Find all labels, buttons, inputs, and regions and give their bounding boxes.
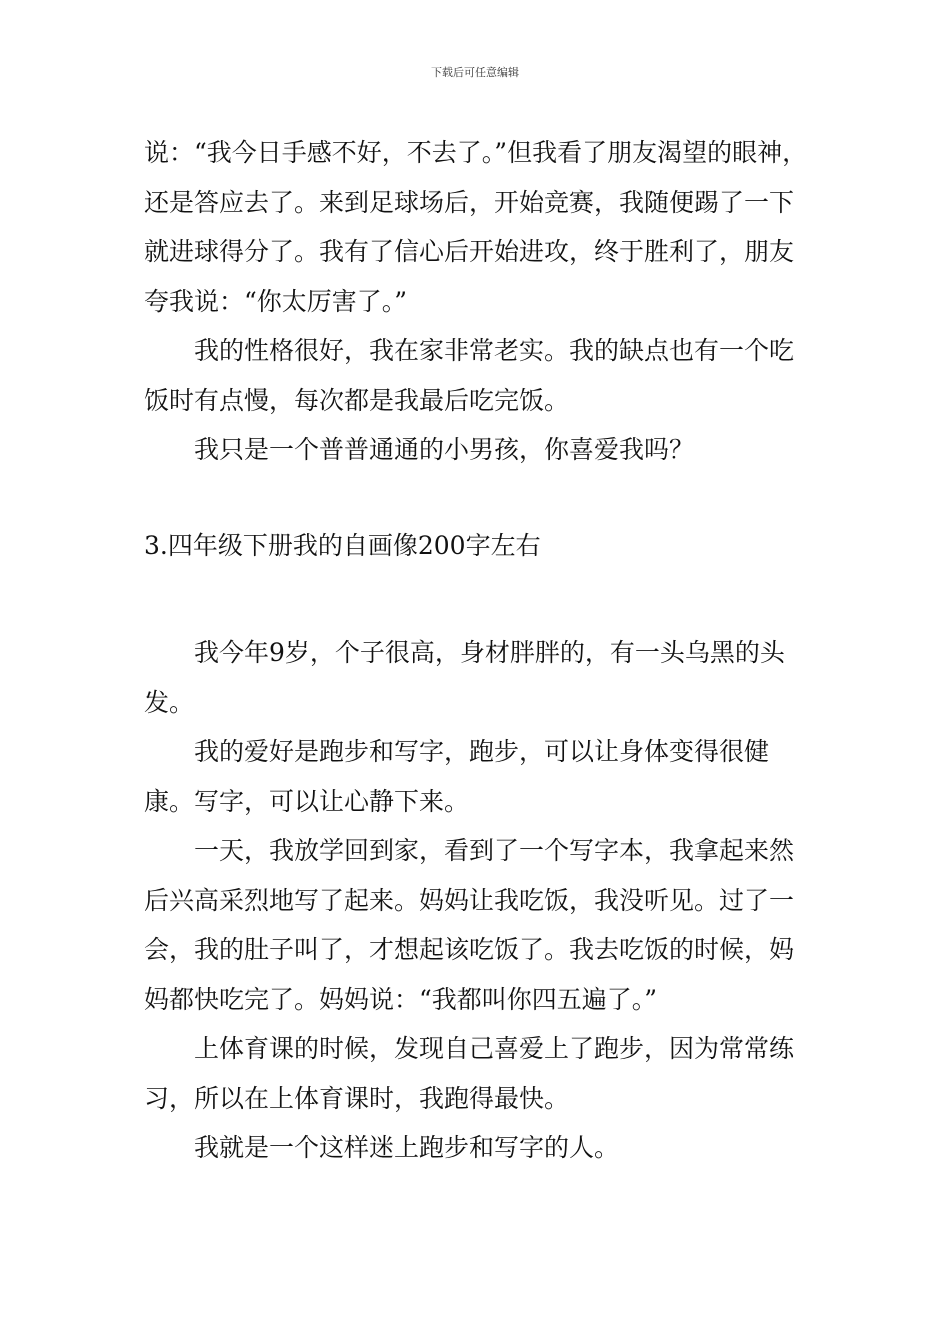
document-body bbox=[144, 128, 814, 1173]
paragraph: 说：“我今日手感不好，不去了。”但我看了朋友渴望的眼神，还是答应去了。来到足球场后，开始竞赛，我随便踢了一下就进球得分了。我有了信心后开始进攻，终于胜利了，朋友夸我说：“你太厉害了。” bbox=[144, 138, 808, 316]
paragraph: 我只是一个普普通通的小男孩，你喜爱我吗？ bbox=[194, 435, 695, 464]
paragraph: 我的性格很好，我在家非常老实。我的缺点也有一个吃饭时有点慢，每次都是我最后吃完饭。 bbox=[144, 336, 795, 415]
paragraph: 我的爱好是跑步和写字，跑步，可以让身体变得很健康。写字，可以让心静下来。 bbox=[144, 737, 770, 816]
page-header: 下载后可任意编辑 bbox=[431, 66, 519, 79]
paragraph: 上体育课的时候，发现自己喜爱上了跑步，因为常常练习，所以在上体育课时，我跑得最快。 bbox=[144, 1034, 795, 1113]
paragraph: 我今年9岁，个子很高，身材胖胖的，有一头乌黑的头发。 bbox=[144, 638, 785, 717]
paragraph: 我就是一个这样迷上跑步和写字的人。 bbox=[194, 1133, 620, 1162]
paragraph: 一天，我放学回到家，看到了一个写字本，我拿起来然后兴高采烈地写了起来。妈妈让我吃饭，我没听见。过了一会，我的肚子叫了，才想起该吃饭了。我去吃饭的时候，妈妈都快吃完了。妈妈说：“我都叫你四五遍了。” bbox=[144, 836, 795, 1014]
section-heading: 3.四年级下册我的自画像200字左右 bbox=[144, 530, 541, 560]
